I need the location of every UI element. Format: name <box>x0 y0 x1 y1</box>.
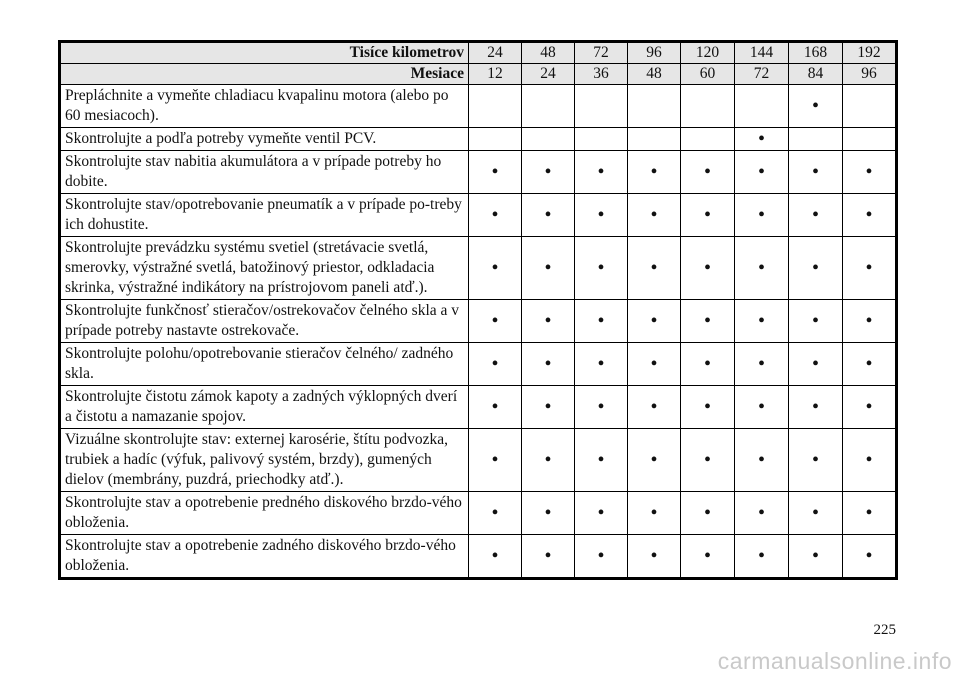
service-mark: • <box>735 194 789 237</box>
service-mark: • <box>843 300 897 343</box>
km-value: 96 <box>628 42 681 64</box>
service-mark: • <box>522 151 575 194</box>
table-row <box>60 386 897 429</box>
empty-cell <box>735 85 789 128</box>
service-mark: • <box>522 492 575 535</box>
km-value: 24 <box>469 42 522 64</box>
service-mark: • <box>628 429 681 492</box>
service-mark: • <box>522 535 575 579</box>
service-mark: • <box>681 386 735 429</box>
months-header-row <box>60 64 897 85</box>
table-row <box>60 492 897 535</box>
service-mark: • <box>522 300 575 343</box>
service-mark: • <box>469 300 522 343</box>
service-mark: • <box>735 492 789 535</box>
service-mark: • <box>469 429 522 492</box>
page-number: 225 <box>873 622 896 638</box>
service-mark: • <box>735 343 789 386</box>
service-mark: • <box>735 386 789 429</box>
empty-cell <box>843 85 897 128</box>
maintenance-task: Vizuálne skontrolujte stav: externej karosérie, štítu podvozka, trubiek a hadíc (výfuk, palivový systém, brzdy), gumených dielov (membrány, puzdrá, priechodky atď.). <box>60 429 469 492</box>
service-mark: • <box>789 343 843 386</box>
service-mark: • <box>843 237 897 300</box>
service-mark: • <box>628 237 681 300</box>
empty-cell <box>575 85 628 128</box>
maintenance-schedule-table <box>58 40 898 580</box>
service-mark: • <box>789 300 843 343</box>
km-header-label: Tisíce kilometrov <box>60 42 469 64</box>
month-value: 96 <box>843 64 897 85</box>
km-value: 144 <box>735 42 789 64</box>
service-mark: • <box>628 492 681 535</box>
service-mark: • <box>789 151 843 194</box>
service-mark: • <box>575 194 628 237</box>
maintenance-task: Skontrolujte stav a opotrebenie predného diskového brzdo-vého obloženia. <box>60 492 469 535</box>
empty-cell <box>681 85 735 128</box>
empty-cell <box>628 85 681 128</box>
service-mark: • <box>522 194 575 237</box>
month-value: 24 <box>522 64 575 85</box>
table-row <box>60 237 897 300</box>
service-mark: • <box>469 386 522 429</box>
service-mark: • <box>628 343 681 386</box>
service-mark: • <box>469 151 522 194</box>
month-value: 84 <box>789 64 843 85</box>
service-mark: • <box>575 300 628 343</box>
service-mark: • <box>735 535 789 579</box>
empty-cell <box>522 128 575 151</box>
service-mark: • <box>628 535 681 579</box>
km-value: 168 <box>789 42 843 64</box>
km-header-row <box>60 42 897 64</box>
service-mark: • <box>735 128 789 151</box>
maintenance-task: Skontrolujte funkčnosť stieračov/ostrekovačov čelného skla a v prípade potreby nastavte ostrekovače. <box>60 300 469 343</box>
km-value: 120 <box>681 42 735 64</box>
service-mark: • <box>469 535 522 579</box>
service-mark: • <box>843 492 897 535</box>
service-mark: • <box>735 237 789 300</box>
maintenance-task: Skontrolujte čistotu zámok kapoty a zadných výklopných dverí a čistotu a namazanie spojov. <box>60 386 469 429</box>
service-mark: • <box>681 343 735 386</box>
service-mark: • <box>469 492 522 535</box>
service-mark: • <box>681 300 735 343</box>
month-value: 60 <box>681 64 735 85</box>
service-mark: • <box>469 194 522 237</box>
service-mark: • <box>628 151 681 194</box>
service-mark: • <box>575 492 628 535</box>
table-row <box>60 429 897 492</box>
service-mark: • <box>575 151 628 194</box>
service-mark: • <box>681 237 735 300</box>
maintenance-task: Skontrolujte stav/opotrebovanie pneumatík a v prípade po-treby ich dohustite. <box>60 194 469 237</box>
maintenance-task: Skontrolujte stav a opotrebenie zadného diskového brzdo-vého obloženia. <box>60 535 469 579</box>
maintenance-task: Prepláchnite a vymeňte chladiacu kvapalinu motora (alebo po 60 mesiacoch). <box>60 85 469 128</box>
service-mark: • <box>575 535 628 579</box>
service-mark: • <box>735 429 789 492</box>
service-mark: • <box>789 85 843 128</box>
empty-cell <box>575 128 628 151</box>
service-mark: • <box>575 429 628 492</box>
service-mark: • <box>522 343 575 386</box>
service-mark: • <box>789 237 843 300</box>
month-value: 48 <box>628 64 681 85</box>
service-mark: • <box>575 343 628 386</box>
service-mark: • <box>681 194 735 237</box>
service-mark: • <box>469 343 522 386</box>
month-value: 36 <box>575 64 628 85</box>
service-mark: • <box>522 429 575 492</box>
service-mark: • <box>522 237 575 300</box>
service-mark: • <box>843 386 897 429</box>
service-mark: • <box>628 386 681 429</box>
service-mark: • <box>575 237 628 300</box>
month-value: 72 <box>735 64 789 85</box>
service-mark: • <box>789 194 843 237</box>
table-row <box>60 194 897 237</box>
table-row <box>60 343 897 386</box>
empty-cell <box>681 128 735 151</box>
service-mark: • <box>843 343 897 386</box>
service-mark: • <box>681 535 735 579</box>
empty-cell <box>469 85 522 128</box>
service-mark: • <box>681 151 735 194</box>
service-mark: • <box>575 386 628 429</box>
service-mark: • <box>469 237 522 300</box>
service-mark: • <box>522 386 575 429</box>
table-row <box>60 85 897 128</box>
service-mark: • <box>681 429 735 492</box>
km-value: 72 <box>575 42 628 64</box>
maintenance-task: Skontrolujte polohu/opotrebovanie stieračov čelného/ zadného skla. <box>60 343 469 386</box>
service-mark: • <box>628 300 681 343</box>
months-header-label: Mesiace <box>60 64 469 85</box>
maintenance-task: Skontrolujte prevádzku systému svetiel (stretávacie svetlá, smerovky, výstražné svetlá, batožinový priestor, odkladacia skrinka, výstražné indikátory na prístrojovom paneli atď.). <box>60 237 469 300</box>
service-mark: • <box>843 151 897 194</box>
km-value: 192 <box>843 42 897 64</box>
service-mark: • <box>843 535 897 579</box>
service-mark: • <box>789 429 843 492</box>
service-mark: • <box>735 151 789 194</box>
maintenance-task: Skontrolujte a podľa potreby vymeňte ventil PCV. <box>60 128 469 151</box>
service-mark: • <box>628 194 681 237</box>
empty-cell <box>843 128 897 151</box>
service-mark: • <box>789 535 843 579</box>
empty-cell <box>628 128 681 151</box>
service-mark: • <box>681 492 735 535</box>
table-row <box>60 151 897 194</box>
km-value: 48 <box>522 42 575 64</box>
service-mark: • <box>789 386 843 429</box>
service-mark: • <box>735 300 789 343</box>
month-value: 12 <box>469 64 522 85</box>
service-mark: • <box>789 492 843 535</box>
watermark: carmanualsonline.info <box>717 648 952 674</box>
table-row <box>60 128 897 151</box>
empty-cell <box>789 128 843 151</box>
table-row <box>60 535 897 579</box>
maintenance-task: Skontrolujte stav nabitia akumulátora a v prípade potreby ho dobite. <box>60 151 469 194</box>
service-mark: • <box>843 194 897 237</box>
table-row <box>60 300 897 343</box>
empty-cell <box>469 128 522 151</box>
service-mark: • <box>843 429 897 492</box>
empty-cell <box>522 85 575 128</box>
